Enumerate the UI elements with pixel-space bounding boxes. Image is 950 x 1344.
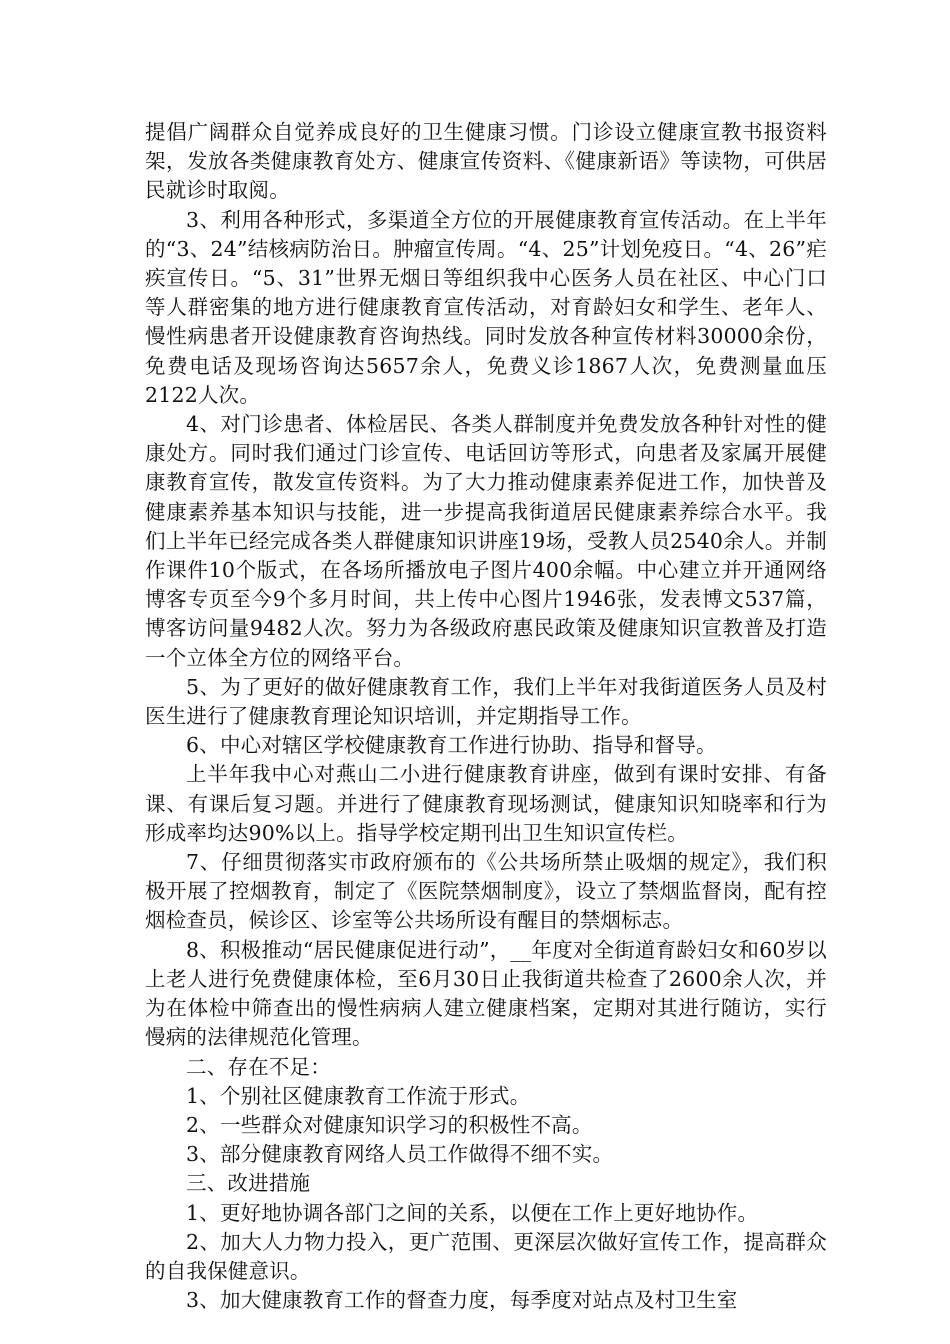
paragraph: 2、一些群众对健康知识学习的积极性不高。 [186,1112,593,1137]
paragraph: 2、加大人力物力投入，更广范围、更深层次做好宣传工作，提高群众的自我保健意识。 [145,1229,827,1283]
paragraph: 3、利用各种形式，多渠道全方位的开展健康教育宣传活动。在上半年的“3、24”结核病防治日。肿瘤宣传周。“4、25”计划免疫日。“4、26”疟疾宣传日。“5、31”世界无烟日等组织我中心医务人员在社区、中心门口等人群密集的地方进行健康教育宣传活动，对育龄妇女和学生、老年人、慢性病患者开设健康教育咨询热线。同时发放各种宣传材料30000余份，免费电话及现场咨询达5657余人，免费义诊1867人次，免费测量血压2122人次。 [145,207,827,407]
paragraph: 上半年我中心对燕山二小进行健康教育讲座，做到有课时安排、有备课、有课后复习题。并进行了健康教育现场测试，健康知识知晓率和行为形成率均达90%以上。指导学校定期刊出卫生知识宣传栏。 [145,762,827,845]
paragraph: 5、为了更好的做好健康教育工作，我们上半年对我街道医务人员及村医生进行了健康教育理论知识培训，并定期指导工作。 [145,674,827,729]
document-body [145,118,827,1315]
paragraph: 8、积极推动“居民健康促进行动”，__年度对全街道育龄妇女和60岁以上老人进行免费健康体检，至6月30日止我街道共检查了2600余人次，并为在体检中筛查出的慢性病病人建立健康档案，定期对其进行随访，实行慢病的法律规范化管理。 [145,937,827,1050]
paragraph: 6、中心对辖区学校健康教育工作进行协助、指导和督导。 [186,733,717,758]
paragraph: 7、仔细贯彻落实市政府颁布的《公共场所禁止吸烟的规定》，我们积极开展了控烟教育，制定了《医院禁烟制度》，设立了禁烟监督岗，配有控烟检查员，候诊区、诊室等公共场所设有醒目的禁烟标志。 [145,850,827,933]
paragraph: 1、更好地协调各部门之间的关系，以便在工作上更好地协作。 [186,1200,759,1225]
section-heading: 二、存在不足： [186,1054,331,1079]
paragraph: 3、加大健康教育工作的督查力度，每季度对站点及村卫生室 [186,1288,738,1313]
paragraph: 1、个别社区健康教育工作流于形式。 [186,1083,531,1108]
paragraph: 3、部分健康教育网络人员工作做得不细不实。 [186,1142,614,1167]
section-heading: 三、改进措施 [186,1171,311,1196]
paragraph: 4、对门诊患者、体检居民、各类人群制度并免费发放各种针对性的健康处方。同时我们通过门诊宣传、电话回访等形式，向患者及家属开展健康教育宣传，散发宣传资料。为了大力推动健康素养促进工作，加快普及健康素养基本知识与技能，进一步提高我街道居民健康素养综合水平。我们上半年已经完成各类人群健康知识讲座19场，受教人员2540余人。并制作课件10个版式，在各场所播放电子图片400余幅。中心建立并开通网络博客专页至今9个多月时间，共上传中心图片1946张，发表博文537篇，博客访问量9482人次。努力为各级政府惠民政策及健康知识宣教普及打造一个立体全方位的网络平台。 [145,412,827,670]
paragraph: 提倡广阔群众自觉养成良好的卫生健康习惯。门诊设立健康宣教书报资料架，发放各类健康教育处方、健康宣传资料、《健康新语》等读物，可供居民就诊时取阅。 [145,120,827,203]
